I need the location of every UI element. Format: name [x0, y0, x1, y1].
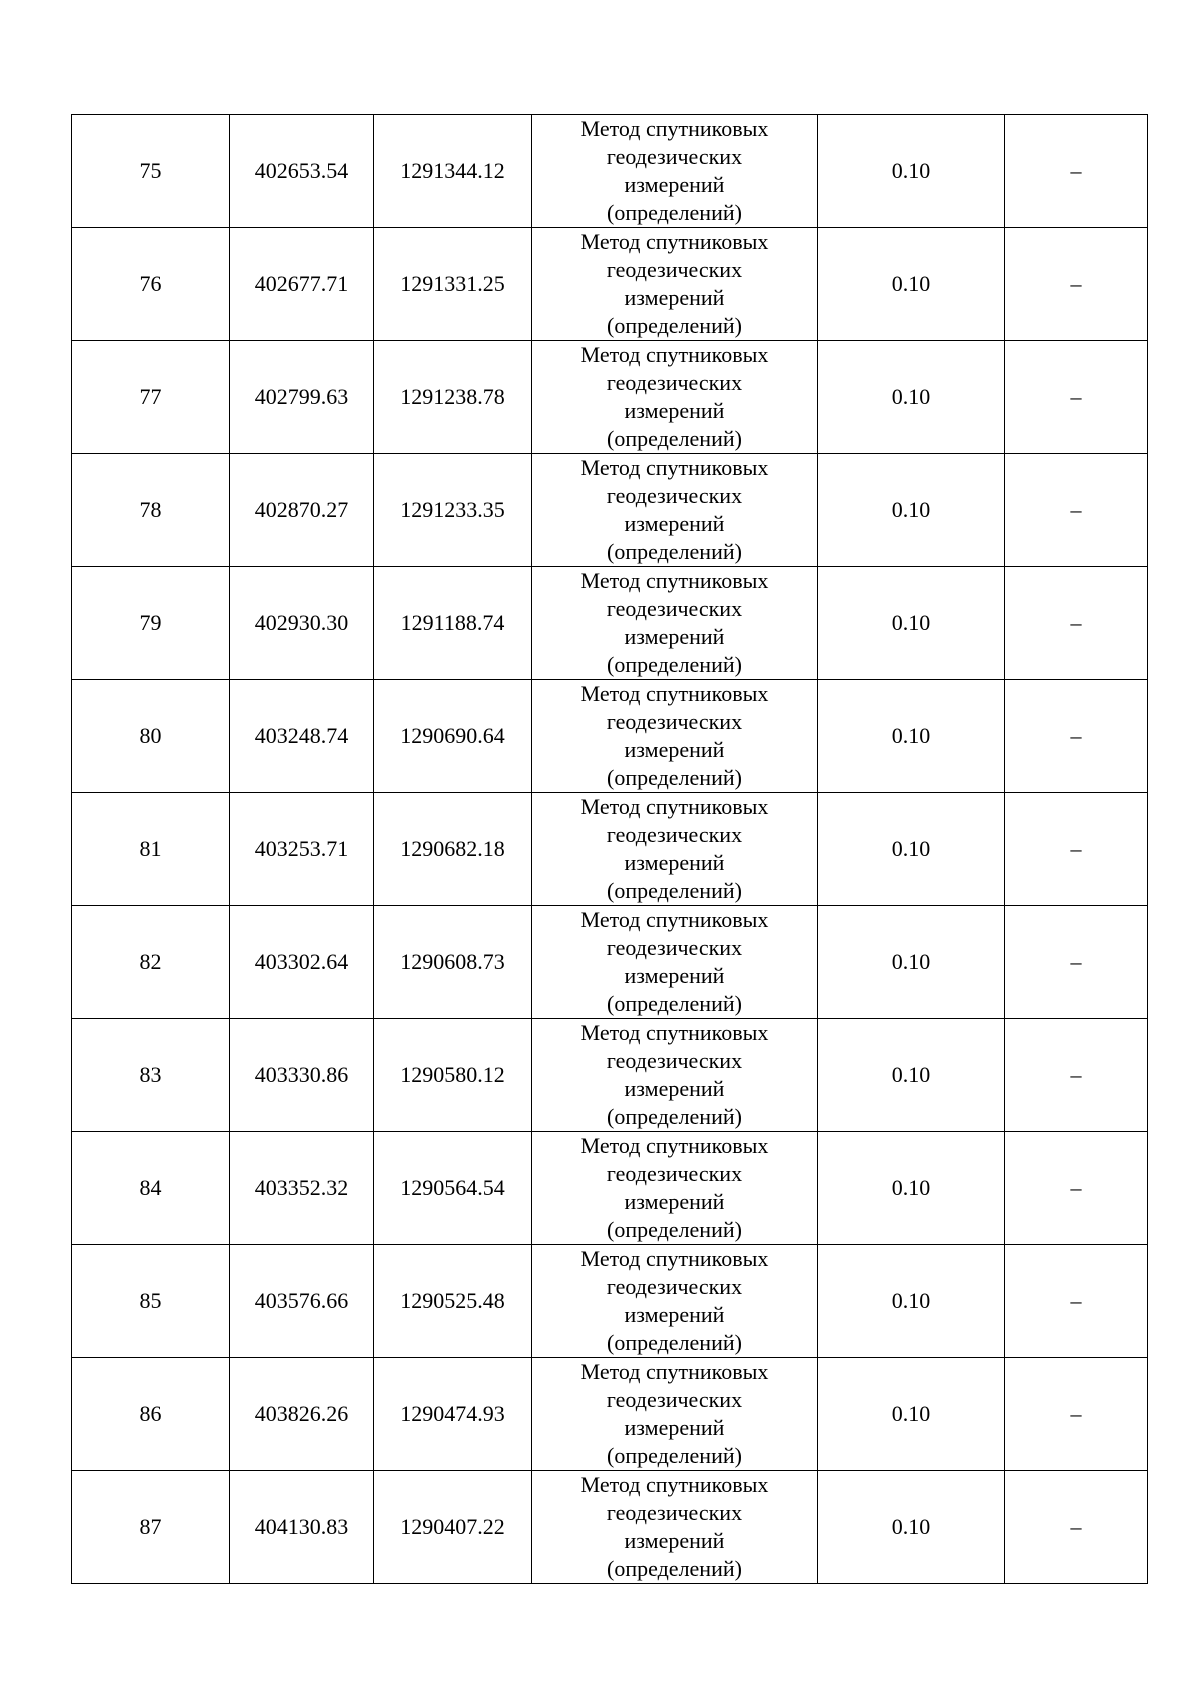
x-coordinate-cell: 402870.27: [230, 454, 374, 567]
method-line: геодезических: [606, 1500, 743, 1525]
method-cell: [532, 228, 818, 341]
method-cell: [532, 115, 818, 228]
table-row: [72, 1471, 1148, 1584]
method-line: геодезических: [606, 709, 743, 734]
point-number-cell: 78: [72, 454, 230, 567]
method-line: Метод спутниковых: [580, 455, 769, 480]
x-coordinate-cell: 403826.26: [230, 1358, 374, 1471]
note-cell: –: [1005, 793, 1148, 906]
method-line: измерений: [624, 1528, 725, 1553]
y-coordinate-cell: 1291188.74: [374, 567, 532, 680]
method-line: измерений: [624, 737, 725, 762]
table-row: [72, 228, 1148, 341]
y-coordinate-cell: 1291238.78: [374, 341, 532, 454]
method-line: геодезических: [606, 144, 743, 169]
method-line: геодезических: [606, 822, 743, 847]
y-coordinate-cell: 1290608.73: [374, 906, 532, 1019]
method-line: геодезических: [606, 1048, 743, 1073]
method-line: измерений: [624, 172, 725, 197]
point-number-cell: 79: [72, 567, 230, 680]
method-line: геодезических: [606, 370, 743, 395]
point-number-cell: 81: [72, 793, 230, 906]
point-number-cell: 77: [72, 341, 230, 454]
table-row: [72, 341, 1148, 454]
y-coordinate-cell: 1290682.18: [374, 793, 532, 906]
note-cell: –: [1005, 341, 1148, 454]
method-line: измерений: [624, 1076, 725, 1101]
point-number-cell: 87: [72, 1471, 230, 1584]
method-line: (определений): [607, 539, 742, 564]
note-cell: –: [1005, 1019, 1148, 1132]
x-coordinate-cell: 402677.71: [230, 228, 374, 341]
method-line: измерений: [624, 624, 725, 649]
method-line: измерений: [624, 285, 725, 310]
method-line: Метод спутниковых: [580, 116, 769, 141]
method-cell: [532, 341, 818, 454]
accuracy-cell: 0.10: [818, 793, 1005, 906]
table-row: [72, 1132, 1148, 1245]
method-cell: [532, 906, 818, 1019]
method-line: Метод спутниковых: [580, 229, 769, 254]
method-line: (определений): [607, 1104, 742, 1129]
x-coordinate-cell: 402653.54: [230, 115, 374, 228]
method-line: измерений: [624, 511, 725, 536]
method-line: геодезических: [606, 596, 743, 621]
y-coordinate-cell: 1290690.64: [374, 680, 532, 793]
accuracy-cell: 0.10: [818, 454, 1005, 567]
point-number-cell: 86: [72, 1358, 230, 1471]
y-coordinate-cell: 1290580.12: [374, 1019, 532, 1132]
method-line: (определений): [607, 1217, 742, 1242]
method-cell: [532, 567, 818, 680]
method-line: измерений: [624, 1415, 725, 1440]
note-cell: –: [1005, 1471, 1148, 1584]
method-line: Метод спутниковых: [580, 1246, 769, 1271]
method-line: измерений: [624, 850, 725, 875]
point-number-cell: 76: [72, 228, 230, 341]
y-coordinate-cell: 1291233.35: [374, 454, 532, 567]
method-cell: [532, 1019, 818, 1132]
method-cell: [532, 1471, 818, 1584]
method-line: Метод спутниковых: [580, 681, 769, 706]
method-line: геодезических: [606, 935, 743, 960]
note-cell: –: [1005, 454, 1148, 567]
accuracy-cell: 0.10: [818, 115, 1005, 228]
method-line: Метод спутниковых: [580, 1133, 769, 1158]
method-line: (определений): [607, 1330, 742, 1355]
method-line: измерений: [624, 963, 725, 988]
table-row: [72, 1245, 1148, 1358]
method-line: Метод спутниковых: [580, 794, 769, 819]
method-cell: [532, 1132, 818, 1245]
accuracy-cell: 0.10: [818, 680, 1005, 793]
method-line: (определений): [607, 878, 742, 903]
note-cell: –: [1005, 1245, 1148, 1358]
point-number-cell: 82: [72, 906, 230, 1019]
method-line: (определений): [607, 313, 742, 338]
x-coordinate-cell: 404130.83: [230, 1471, 374, 1584]
x-coordinate-cell: 403302.64: [230, 906, 374, 1019]
table-row: [72, 567, 1148, 680]
accuracy-cell: 0.10: [818, 1132, 1005, 1245]
coordinates-table: [71, 114, 1148, 1584]
method-line: геодезических: [606, 257, 743, 282]
method-line: измерений: [624, 398, 725, 423]
note-cell: –: [1005, 680, 1148, 793]
table-row: [72, 793, 1148, 906]
method-line: Метод спутниковых: [580, 1359, 769, 1384]
accuracy-cell: 0.10: [818, 1471, 1005, 1584]
method-line: геодезических: [606, 483, 743, 508]
accuracy-cell: 0.10: [818, 1358, 1005, 1471]
x-coordinate-cell: 403248.74: [230, 680, 374, 793]
table-row: [72, 115, 1148, 228]
x-coordinate-cell: 403330.86: [230, 1019, 374, 1132]
method-line: Метод спутниковых: [580, 1020, 769, 1045]
method-line: Метод спутниковых: [580, 568, 769, 593]
method-line: измерений: [624, 1302, 725, 1327]
note-cell: –: [1005, 1132, 1148, 1245]
point-number-cell: 83: [72, 1019, 230, 1132]
y-coordinate-cell: 1290564.54: [374, 1132, 532, 1245]
note-cell: –: [1005, 115, 1148, 228]
accuracy-cell: 0.10: [818, 228, 1005, 341]
note-cell: –: [1005, 567, 1148, 680]
x-coordinate-cell: 403253.71: [230, 793, 374, 906]
method-line: (определений): [607, 426, 742, 451]
x-coordinate-cell: 402930.30: [230, 567, 374, 680]
table-row: [72, 1019, 1148, 1132]
method-line: геодезических: [606, 1161, 743, 1186]
note-cell: –: [1005, 1358, 1148, 1471]
x-coordinate-cell: 402799.63: [230, 341, 374, 454]
method-line: (определений): [607, 1556, 742, 1581]
y-coordinate-cell: 1290407.22: [374, 1471, 532, 1584]
method-cell: [532, 454, 818, 567]
method-line: (определений): [607, 1443, 742, 1468]
method-line: (определений): [607, 200, 742, 225]
x-coordinate-cell: 403576.66: [230, 1245, 374, 1358]
x-coordinate-cell: 403352.32: [230, 1132, 374, 1245]
accuracy-cell: 0.10: [818, 906, 1005, 1019]
table-row: [72, 1358, 1148, 1471]
table-row: [72, 454, 1148, 567]
method-line: измерений: [624, 1189, 725, 1214]
y-coordinate-cell: 1291344.12: [374, 115, 532, 228]
method-line: геодезических: [606, 1387, 743, 1412]
method-line: Метод спутниковых: [580, 907, 769, 932]
point-number-cell: 85: [72, 1245, 230, 1358]
accuracy-cell: 0.10: [818, 341, 1005, 454]
point-number-cell: 80: [72, 680, 230, 793]
note-cell: –: [1005, 228, 1148, 341]
point-number-cell: 84: [72, 1132, 230, 1245]
method-cell: [532, 793, 818, 906]
accuracy-cell: 0.10: [818, 1245, 1005, 1358]
method-line: (определений): [607, 652, 742, 677]
method-cell: [532, 1245, 818, 1358]
method-line: (определений): [607, 765, 742, 790]
method-cell: [532, 1358, 818, 1471]
point-number-cell: 75: [72, 115, 230, 228]
note-cell: –: [1005, 906, 1148, 1019]
method-line: Метод спутниковых: [580, 1472, 769, 1497]
table-row: [72, 680, 1148, 793]
y-coordinate-cell: 1290474.93: [374, 1358, 532, 1471]
method-line: (определений): [607, 991, 742, 1016]
accuracy-cell: 0.10: [818, 1019, 1005, 1132]
y-coordinate-cell: 1291331.25: [374, 228, 532, 341]
method-cell: [532, 680, 818, 793]
method-line: Метод спутниковых: [580, 342, 769, 367]
accuracy-cell: 0.10: [818, 567, 1005, 680]
table-row: [72, 906, 1148, 1019]
method-line: геодезических: [606, 1274, 743, 1299]
y-coordinate-cell: 1290525.48: [374, 1245, 532, 1358]
coordinates-table-body: [72, 115, 1148, 1584]
